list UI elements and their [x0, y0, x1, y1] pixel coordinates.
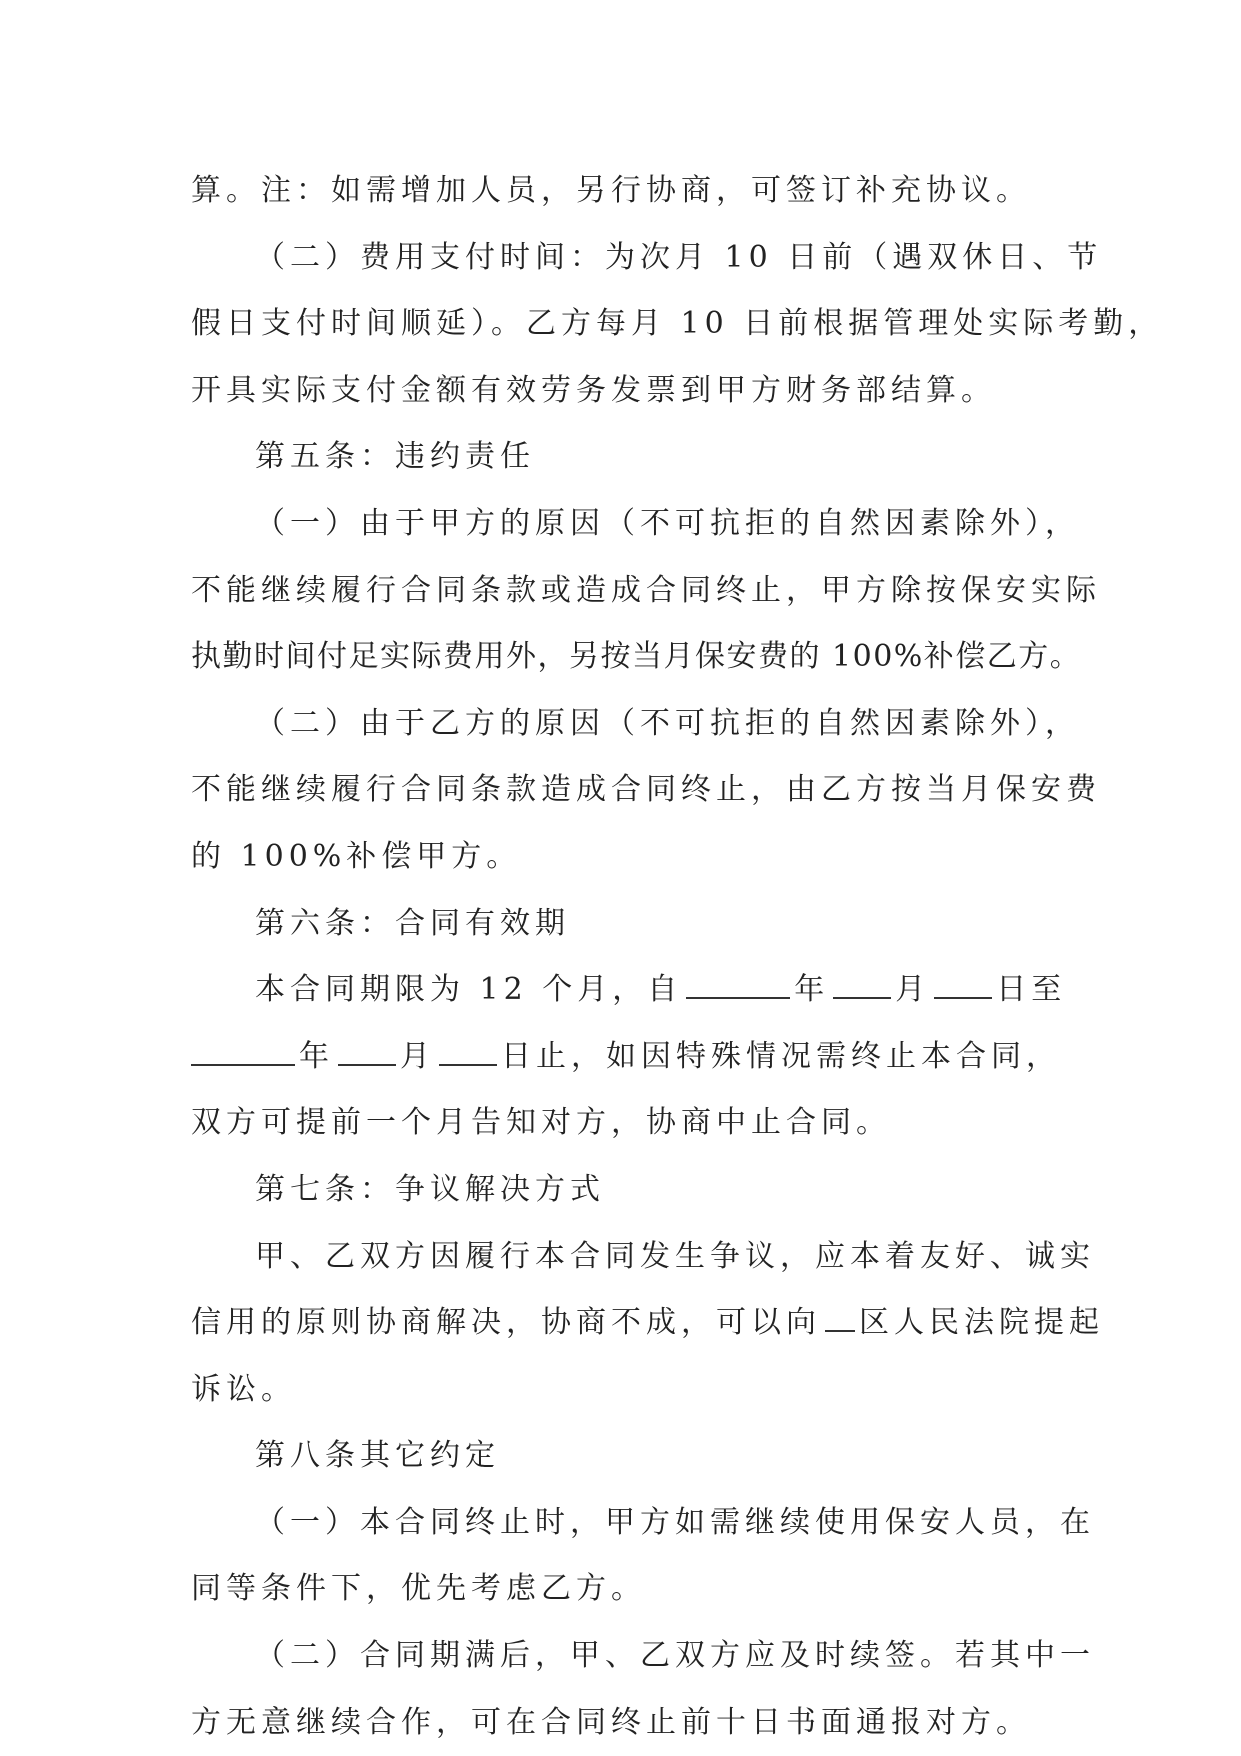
article-8-title: 第八条其它约定	[255, 1438, 500, 1474]
month-label-2: 月	[400, 1038, 435, 1074]
article-5-clause-2-line-2: 不能继续履行合同条款造成合同终止，由乙方按当月保安费	[191, 772, 1101, 808]
day-to-label: 日至	[996, 972, 1067, 1008]
article-6-line-2	[191, 1024, 1061, 1091]
contract-term-text: 本合同期限为 12 个月，自	[255, 972, 683, 1008]
end-year-blank	[191, 1040, 295, 1066]
document-body	[191, 158, 1164, 1756]
article-5-clause-1-line-3: 执勤时间付足实际费用外，另按当月保安费的 100%补偿乙方。	[191, 639, 1082, 675]
article-7-line-2	[191, 1290, 1104, 1357]
article-7-title: 第七条：争议解决方式	[255, 1171, 605, 1207]
month-label: 月	[895, 972, 931, 1008]
article-8-clause-2-line-2: 方无意继续合作，可在合同终止前十日书面通报对方。	[191, 1704, 1031, 1740]
article-5-clause-1-line-1: （一）由于甲方的原因（不可抗拒的自然因素除外），	[255, 505, 1080, 541]
article-8-clause-2-line-1: （二）合同期满后，甲、乙双方应及时续签。若其中一	[255, 1638, 1095, 1674]
payment-time-line-2: 假日支付时间顺延）。乙方每月 10 日前根据管理处实际考勤，	[191, 306, 1164, 342]
article-6-title: 第六条：合同有效期	[255, 905, 570, 941]
article-8-clause-1-line-1: （一）本合同终止时，甲方如需继续使用保安人员，在	[255, 1504, 1095, 1540]
court-text: 区人民法院提起	[859, 1305, 1104, 1341]
article-6-line-3: 双方可提前一个月告知对方，协商中止合同。	[191, 1105, 891, 1141]
year-label-2: 年	[299, 1038, 334, 1074]
end-day-text: 日止，如因特殊情况需终止本合同，	[501, 1038, 1061, 1074]
article-5-clause-2-line-1: （二）由于乙方的原因（不可抗拒的自然因素除外），	[255, 705, 1080, 741]
article-6-line-1	[191, 957, 1067, 1024]
start-year-blank	[686, 973, 790, 999]
payment-time-line-3: 开具实际支付金额有效劳务发票到甲方财务部结算。	[191, 372, 996, 408]
end-day-blank	[439, 1040, 497, 1066]
start-month-blank	[833, 973, 891, 999]
end-month-blank	[338, 1040, 396, 1066]
article-7-line-1: 甲、乙双方因履行本合同发生争议，应本着友好、诚实	[255, 1238, 1095, 1274]
paragraph-continuation: 算。注：如需增加人员，另行协商，可签订补充协议。	[191, 173, 1031, 208]
year-label: 年	[794, 972, 830, 1008]
start-day-blank	[934, 973, 992, 999]
article-8-clause-1-line-2: 同等条件下，优先考虑乙方。	[191, 1571, 646, 1607]
article-5-clause-2-line-3: 的 100%补偿甲方。	[191, 838, 522, 874]
article-7-line-3: 诉讼。	[191, 1371, 296, 1407]
court-district-blank	[825, 1306, 855, 1332]
article-5-title: 第五条：违约责任	[255, 439, 535, 475]
article-5-clause-1-line-2: 不能继续履行合同条款或造成合同终止，甲方除按保安实际	[191, 572, 1101, 608]
dispute-text: 信用的原则协商解决，协商不成，可以向	[191, 1305, 821, 1341]
payment-time-line-1: （二）费用支付时间：为次月 10 日前（遇双休日、节	[255, 239, 1103, 275]
